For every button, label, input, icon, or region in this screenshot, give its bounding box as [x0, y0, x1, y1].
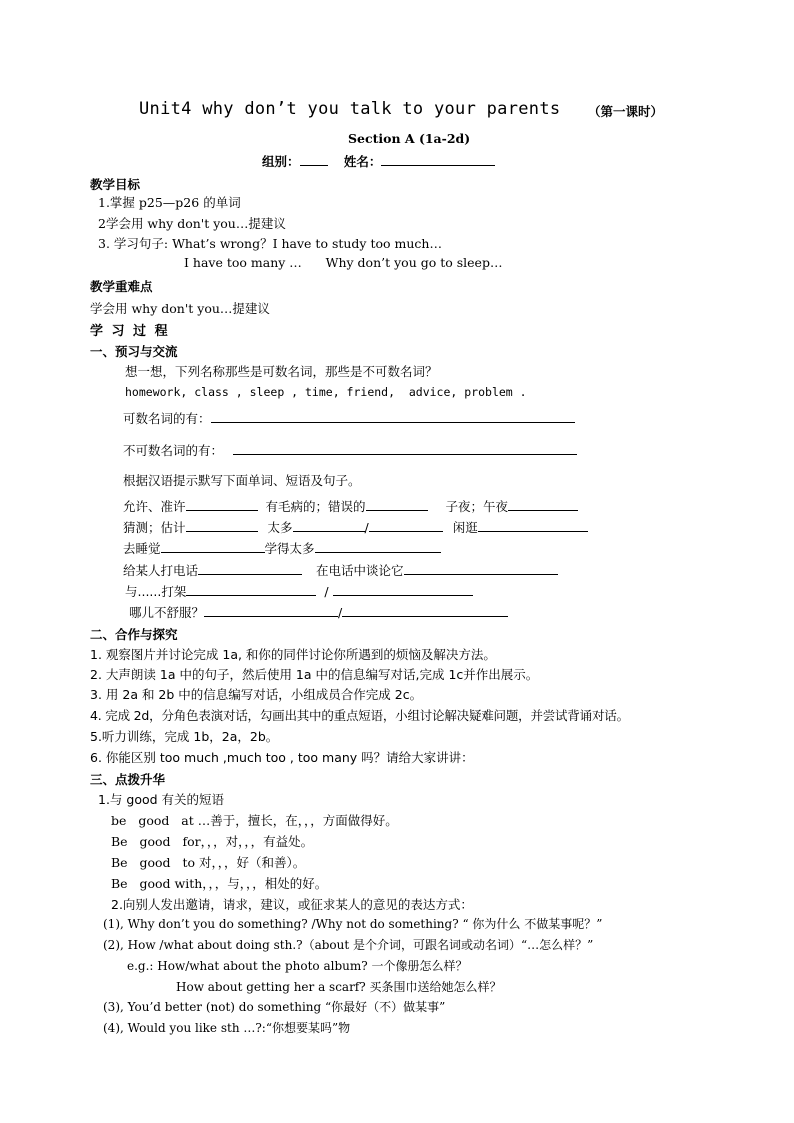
page-title: Unit4 why don’t you talk to your parents	[139, 99, 561, 119]
fill-row-5	[125, 582, 473, 600]
goal-item: I have too many … Why don’t you go to sleep…	[184, 255, 503, 270]
good-phrase: Be good to 对，，，好（和善）。	[111, 855, 306, 870]
fill-row-4	[123, 561, 558, 579]
expression-item: (1), Why don’t you do something? /Why not do something? “ 你为什么 不做某事呢？”	[103, 917, 603, 931]
group-blank[interactable]	[300, 153, 328, 166]
group-name-line	[262, 152, 495, 170]
good-phrase: Be good for，，，对，，，有益处。	[111, 834, 314, 849]
keypoints-text: 学会用 why don't you…提建议	[90, 301, 270, 316]
fill-label: 允许、准许	[123, 499, 186, 514]
part3-sub1: 1.与 good 有关的短语	[98, 792, 225, 807]
expression-item: (4), Would you like sth …?:“你想要某吗”物	[103, 1021, 351, 1035]
fill-blank[interactable]	[198, 562, 302, 575]
part1-heading: 一、预习与交流	[90, 344, 178, 359]
part1-question1: 想一想，下列名称那些是可数名词，那些是不可数名词？	[125, 364, 438, 379]
fill-label: 子夜；午夜	[445, 499, 509, 514]
slash: /	[364, 520, 369, 535]
fill-blank[interactable]	[404, 562, 558, 575]
goal-item: 1.掌握 p25—p26 的单词	[98, 195, 241, 210]
good-phrase: Be good with，，，与，，，相处的好。	[111, 876, 328, 891]
fill-row-1	[123, 497, 578, 515]
task-item: 4. 完成 2d，分角色表演对话，勾画出其中的重点短语，小组讨论解决疑难问题，并尝试背诵对话。	[90, 708, 629, 723]
task-item: 1. 观察图片并讨论完成 1a, 和你的同伴讨论你所遇到的烦恼及解决方法。	[90, 647, 496, 662]
fill-blank[interactable]	[369, 519, 443, 532]
fill-blank[interactable]	[186, 583, 316, 596]
fill-blank[interactable]	[186, 519, 258, 532]
uncountable-blank[interactable]	[233, 442, 577, 455]
name-label: 姓名：	[343, 154, 382, 169]
fill-blank[interactable]	[478, 519, 588, 532]
goals-heading: 教学目标	[90, 177, 141, 192]
goal-item: 3. 学习句子: What’s wrong？I have to study too much…	[98, 236, 442, 251]
part3-heading: 三、点拨升华	[90, 772, 166, 787]
fill-blank[interactable]	[186, 498, 258, 511]
fill-row-2	[123, 518, 588, 536]
name-blank[interactable]	[381, 153, 495, 166]
countable-blank[interactable]	[211, 410, 575, 423]
expression-example: How about getting her a scarf? 买条围巾送给她怎么样？	[176, 980, 502, 994]
expression-item: (3), You’d better (not) do something “你最好（不）做某事”	[103, 1000, 446, 1014]
task-item: 5.听力训练，完成 1b，2a，2b。	[90, 729, 279, 744]
task-item: 2. 大声朗读 1a 中的句子，然后使用 1a 中的信息编写对话,完成 1c并作出展示。	[90, 667, 539, 682]
fill-label: 学得太多	[264, 541, 315, 556]
fill-blank[interactable]	[342, 604, 508, 617]
process-heading: 学 习 过 程	[90, 324, 170, 339]
fill-label: 与......打架	[125, 584, 187, 599]
fill-label: 给某人打电话	[123, 563, 199, 578]
part1-question2: 根据汉语提示默写下面单词、短语及句子。	[123, 473, 361, 488]
slash: /	[338, 605, 343, 620]
task-item: 3. 用 2a 和 2b 中的信息编写对话，小组成员合作完成 2c。	[90, 687, 423, 702]
uncountable-row	[123, 441, 577, 459]
fill-row-3	[123, 539, 441, 557]
fill-label: 太多	[267, 520, 293, 535]
fill-row-6	[129, 603, 508, 621]
fill-label: 有毛病的；错误的	[265, 499, 366, 514]
expression-item: (2), How /what about doing sth.?（about 是个介词，可跟名词或动名词）“…怎么样？”	[103, 938, 594, 952]
slash: /	[324, 584, 329, 599]
countable-row	[123, 409, 575, 427]
good-phrase: be good at …善于，擅长，在，，，方面做得好。	[111, 813, 398, 828]
fill-label: 哪儿不舒服？	[129, 605, 205, 620]
fill-blank[interactable]	[204, 604, 338, 617]
fill-blank[interactable]	[366, 498, 428, 511]
countable-label: 可数名词的有：	[123, 411, 211, 426]
group-label: 组别：	[262, 154, 300, 169]
part2-heading: 二、合作与探究	[90, 627, 178, 642]
task-item: 6. 你能区别 too much ,much too , too many 吗？请给大家讲讲：	[90, 750, 474, 765]
fill-label: 在电话中谈论它	[316, 563, 404, 578]
fill-blank[interactable]	[315, 540, 441, 553]
lesson-period: （第一课时）	[588, 104, 664, 119]
expression-example: e.g.: How/what about the photo album? 一个像册怎么样？	[127, 959, 468, 973]
keypoints-heading: 教学重难点	[90, 279, 153, 294]
fill-label: 猜测；估计	[123, 520, 186, 535]
section-subtitle: Section A (1a-2d)	[348, 131, 471, 146]
noun-word-list: homework, class , sleep , time, friend, advice, problem .	[125, 385, 527, 399]
fill-blank[interactable]	[161, 540, 265, 553]
fill-blank[interactable]	[293, 519, 365, 532]
uncountable-label: 不可数名词的有：	[123, 443, 224, 458]
goal-item: 2学会用 why don't you…提建议	[98, 216, 286, 231]
fill-blank[interactable]	[333, 583, 473, 596]
fill-blank[interactable]	[508, 498, 578, 511]
fill-label: 闲逛	[452, 520, 478, 535]
part3-sub2: 2.向别人发出邀请，请求，建议，或征求某人的意见的表达方式：	[111, 897, 473, 912]
fill-label: 去睡觉	[123, 541, 161, 556]
